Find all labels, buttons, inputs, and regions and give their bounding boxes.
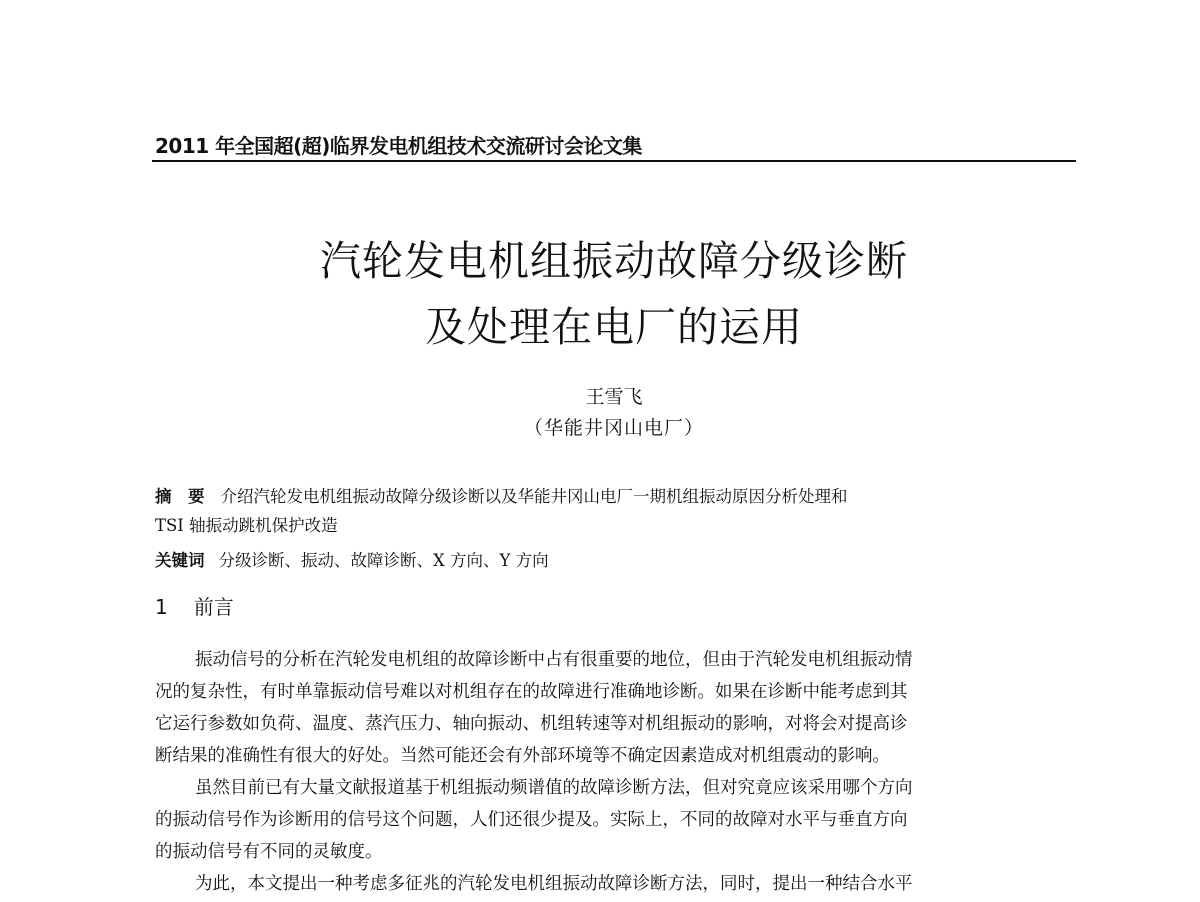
abstract-line-2: TSI 轴振动跳机保护改造 <box>155 516 338 535</box>
section-title: 前言 <box>193 595 234 619</box>
abstract-text-1: 介绍汽轮发电机组振动故障分级诊断以及华能井冈山电厂一期机组振动原因分析处理和 <box>220 487 848 506</box>
paragraph-1-line: 断结果的准确性有很大的好处。当然可能还会有外部环境等不确定因素造成对机组震动的影响。 <box>155 746 890 766</box>
keywords-text: 分级诊断、振动、故障诊断、X 方向、Y 方向 <box>218 551 549 570</box>
abstract-line-1 <box>155 482 1075 511</box>
author-affiliation: （华能井冈山电厂） <box>523 417 704 439</box>
body-text <box>155 644 1077 900</box>
author-name: 王雪飞 <box>585 386 643 408</box>
paragraph-2-line: 的振动信号作为诊断用的信号这个问题，人们还很少提及。实际上，不同的故障对水平与垂直方向 <box>155 810 908 830</box>
paragraph-1-line: 振动信号的分析在汽轮发电机组的故障诊断中占有很重要的地位，但由于汽轮发电机组振动情 <box>195 650 913 670</box>
section-number: 1 <box>155 595 168 619</box>
paragraph-1-line: 它运行参数如负荷、温度、蒸汽压力、轴向振动、机组转速等对机组振动的影响，对将会对提高诊 <box>155 714 908 734</box>
keywords-label: 关键词 <box>155 551 205 570</box>
paper-title-line-2: 及处理在电厂的运用 <box>425 303 803 351</box>
abstract <box>155 482 1075 540</box>
running-header: 2011 年全国超(超)临界发电机组技术交流研讨会论文集 <box>155 134 642 158</box>
paragraph-2-line: 虽然目前已有大量文献报道基于机组振动频谱值的故障诊断方法，但对究竟应该采用哪个方向 <box>195 778 913 798</box>
paper-title-line-1: 汽轮发电机组振动故障分级诊断 <box>320 237 908 285</box>
paragraph-1-line: 况的复杂性，有时单靠振动信号难以对机组存在的故障进行准确地诊断。如果在诊断中能考虑到其 <box>155 682 908 702</box>
header-rule <box>152 160 1076 162</box>
keywords <box>155 546 1075 575</box>
paragraph-2-line: 的振动信号有不同的灵敏度。 <box>155 842 383 862</box>
abstract-label: 摘 要 <box>155 487 205 506</box>
paragraph-3-line: 为此，本文提出一种考虑多征兆的汽轮发电机组振动故障诊断方法，同时，提出一种结合水平 <box>195 874 913 894</box>
paper-title <box>152 228 1076 360</box>
section-heading <box>155 592 234 622</box>
